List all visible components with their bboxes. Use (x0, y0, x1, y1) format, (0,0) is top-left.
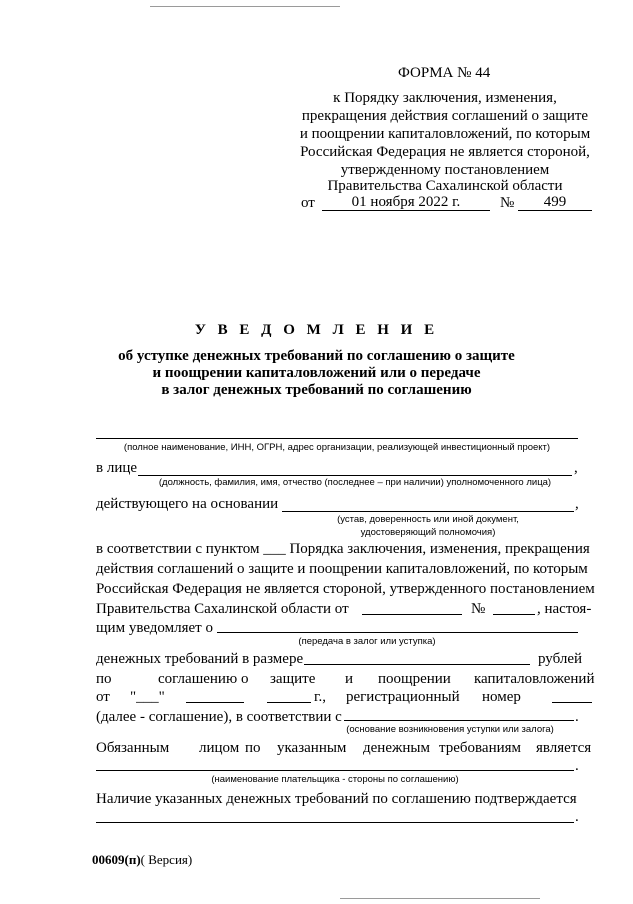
hint-payer: (наименование плательщика - стороны по соглашению) (211, 774, 459, 785)
notice-subtitle: и поощрении капиталовложений или о передаче (152, 365, 481, 381)
word: по (245, 740, 261, 756)
period: . (575, 709, 579, 725)
paragraph-line: действия соглашений о защите и поощрении капиталовложений, по которым (96, 561, 588, 577)
word: и (345, 671, 354, 687)
header-line: Правительства Сахалинской области (327, 178, 563, 194)
comma: , (575, 496, 579, 512)
agreement-day-field[interactable]: "___" (130, 689, 165, 705)
registration-number-field[interactable] (552, 702, 592, 703)
scan-edge-line (340, 898, 540, 899)
notice-subtitle: об уступке денежных требований по соглашению о защите (118, 348, 515, 364)
hint-basis: (устав, доверенность или иной документ, (337, 514, 519, 525)
date-underline (322, 210, 490, 211)
hint-org: (полное наименование, ИНН, ОГРН, адрес организации, реализующей инвестиционный проект) (123, 442, 551, 453)
word: г., (314, 689, 326, 705)
word: защите (270, 671, 316, 687)
payer-field[interactable] (96, 770, 574, 771)
basis-field[interactable] (282, 511, 574, 512)
amount-field[interactable] (304, 664, 530, 665)
word: денежным (363, 740, 430, 756)
header-line: прекращения действия соглашений о защите (301, 108, 589, 124)
header-line: утвержденному постановлением (340, 162, 550, 178)
footer-version-label: ( Версия) (140, 852, 193, 867)
header-line: и поощрении капиталовложений, по которым (299, 126, 591, 142)
word: по (96, 671, 112, 687)
hint-basis: удостоверяющий полномочия) (360, 527, 496, 538)
period: . (575, 758, 579, 774)
word: требованиям (439, 740, 522, 756)
agreement-month-field[interactable] (186, 702, 244, 703)
label-in-person: в лице (96, 460, 138, 476)
hint-position: (должность, фамилия, имя, отчество (последнее – при наличии) уполномоченного лица) (158, 477, 552, 488)
paragraph-line: Наличие указанных денежных требований по соглашению подтверждается (96, 791, 577, 807)
footer-version (92, 852, 192, 868)
paragraph-line: щим уведомляет о (96, 620, 213, 636)
paragraph-line: денежных требований в размере (96, 651, 304, 667)
scan-edge-line (150, 6, 340, 7)
word: номер (482, 689, 521, 705)
comma: , (574, 460, 578, 476)
paragraph-line: , настоя- (537, 601, 592, 617)
date-value: 01 ноября 2022 г. (351, 194, 461, 210)
rubles-label: рублей (538, 651, 583, 667)
paragraph-line: Правительства Сахалинской области от (96, 601, 349, 617)
paragraph-line: в соответствии с пунктом ___ Порядка заключения, изменения, прекращения (96, 541, 590, 557)
number-prefix: № (500, 195, 515, 211)
paragraph-line: Российская Федерация не является стороной, утвержденного постановлением (96, 581, 595, 597)
word: Обязанным (96, 740, 170, 756)
word: о (241, 671, 249, 687)
word: регистрационный (346, 689, 460, 705)
word: указанным (277, 740, 347, 756)
word: лицом (199, 740, 240, 756)
grounds-field[interactable] (344, 720, 574, 721)
confirmation-field[interactable] (96, 822, 574, 823)
hint-grounds: (основание возникновения уступки или залога) (346, 724, 554, 735)
header-line: Российская Федерация не является стороной, (300, 144, 590, 160)
number-value: 499 (543, 194, 567, 210)
hint-transfer: (передача в залог или уступка) (298, 636, 436, 647)
agreement-year-field[interactable] (267, 702, 311, 703)
word: соглашению (158, 671, 238, 687)
word: от (96, 689, 110, 705)
notice-heading: У В Е Д О М Л Е Н И Е (194, 322, 439, 338)
period: . (575, 809, 579, 825)
transfer-type-field[interactable] (217, 632, 578, 633)
resolution-date-field[interactable] (362, 614, 462, 615)
header-line: к Порядку заключения, изменения, (333, 90, 557, 106)
date-prefix: от (301, 195, 315, 211)
footer-code: 00609(п) (92, 852, 141, 867)
form-title: ФОРМА № 44 (398, 65, 491, 81)
word: поощрении (378, 671, 451, 687)
notice-subtitle: в залог денежных требований по соглашению (161, 382, 472, 398)
label-acting-basis: действующего на основании (96, 496, 279, 512)
position-field[interactable] (138, 475, 572, 476)
org-name-field[interactable] (96, 438, 578, 439)
paragraph-line: (далее - соглашение), в соответствии с (96, 709, 342, 725)
number-sign: № (471, 601, 486, 617)
word: капиталовложений (474, 671, 595, 687)
word: является (536, 740, 592, 756)
resolution-number-field[interactable] (493, 614, 535, 615)
number-underline (518, 210, 592, 211)
